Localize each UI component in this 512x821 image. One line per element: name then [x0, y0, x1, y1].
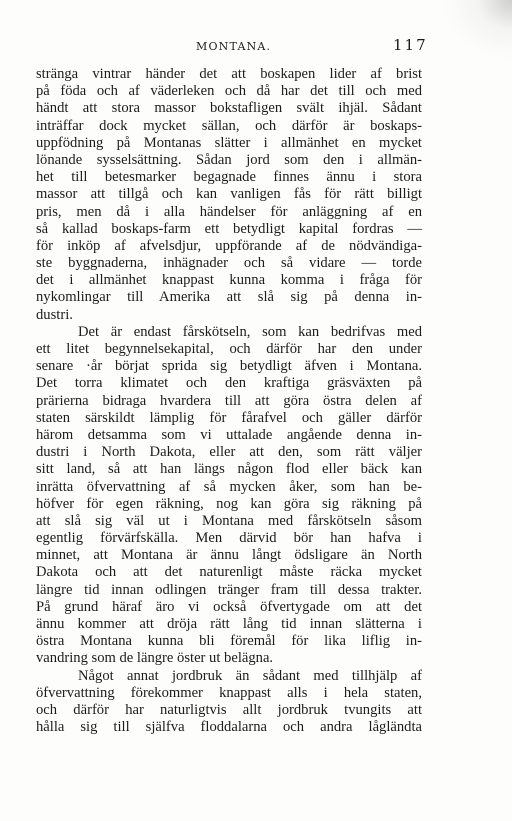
- text-line: och därför har naturligtvis allt jordbruk tvungits att: [36, 701, 422, 718]
- running-title: MONTANA.: [196, 40, 272, 53]
- text-line: pris, men då i alla händelser för anläggning af en: [36, 203, 422, 220]
- text-line: lönande sysselsättning. Sådan jord som den i allmän-: [36, 151, 422, 168]
- text-line: nykomlingar till Amerika att slå sig på denna in-: [36, 289, 422, 306]
- text-line: dustri i North Dakota, eller att den, som rätt väljer: [36, 444, 422, 461]
- text-line: massor att tillgå och kan vanligen fås för rätt billigt: [36, 186, 422, 203]
- text-line: prärierna bidraga hvardera till att göra östra delen af: [36, 392, 422, 409]
- text-line: inträffar dock mycket sällan, och därför är boskaps-: [36, 117, 422, 134]
- text-line: det i allmänhet knappast kunna komma i fråga för: [36, 272, 422, 289]
- text-line: senare ·år börjat sprida sig betydligt äfven i Montana.: [36, 358, 422, 375]
- text-line: het till betesmarker begagnade finnes ännu i stora: [36, 169, 422, 186]
- text-line: händt att stora massor bokstafligen svält ihjäl. Sådant: [36, 100, 422, 117]
- text-line: höfver för egen räkning, nog kan göra sig räkning på: [36, 495, 422, 512]
- text-line: uppfödning på Montanas slätter i allmänhet en mycket: [36, 134, 422, 151]
- text-line: vandring som de längre öster ut belägna.: [36, 650, 274, 667]
- text-line: Dakota och att det naturenligt måste räcka mycket: [36, 564, 422, 581]
- page-number: 117: [393, 36, 428, 54]
- text-line: att slå sig väl ut i Montana med fårskötseln såsom: [36, 512, 422, 529]
- text-line: längre tid innan odlingen tränger fram till dessa trakter.: [36, 581, 422, 598]
- text-line: ännu kommer att dröja rätt lång tid innan slätterna i: [36, 616, 422, 632]
- body-text: [36, 66, 422, 736]
- text-line: sitt land, så att han längs någon flod eller bäck kan: [36, 461, 422, 478]
- text-line: härom detsamma som vi uttalade angående denna in-: [36, 426, 422, 443]
- text-line: Det är endast fårskötseln, som kan bedrifvas med: [78, 323, 422, 340]
- text-line: staten särskildt lämplig för fårafvel och gäller därför: [36, 409, 422, 426]
- text-line: På grund häraf äro vi också öfvertygade om att det: [36, 598, 422, 615]
- text-line: hålla sig till själfva floddalarna och andra lågländta: [36, 719, 422, 736]
- text-line: Något annat jordbruk än sådant med tillhjälp af: [78, 667, 422, 684]
- running-head: [0, 36, 512, 56]
- text-line: så kallad boskaps-farm ett betydligt kapital fordras —: [36, 220, 422, 237]
- text-line: Det torra klimatet och den kraftiga gräsväxten på: [36, 375, 422, 392]
- text-line: dustri.: [36, 306, 73, 323]
- text-line: egentlig förvärfskälla. Men därvid bör han hafva i: [36, 530, 422, 547]
- text-line: minnet, att Montana är ännu långt ödsligare än North: [36, 547, 422, 564]
- text-line: för inköp af afvelsdjur, uppförande af de nödvändiga-: [36, 237, 422, 254]
- text-line: öfvervattning förekommer knappast alls i hela staten,: [36, 684, 422, 701]
- text-line: stränga vintrar händer det att boskapen lider af brist: [36, 66, 422, 82]
- text-line: ett litet begynnelsekapital, och därför har den under: [36, 341, 422, 357]
- text-line: ste byggnaderna, inhägnader och så vidare — torde: [36, 255, 422, 272]
- text-line: östra Montana kunna bli föremål för lika liflig in-: [36, 633, 422, 650]
- text-line: inrätta öfvervattning af så mycken åker, som han be-: [36, 478, 422, 495]
- text-line: på föda och af väderleken och då har det till och med: [36, 83, 422, 100]
